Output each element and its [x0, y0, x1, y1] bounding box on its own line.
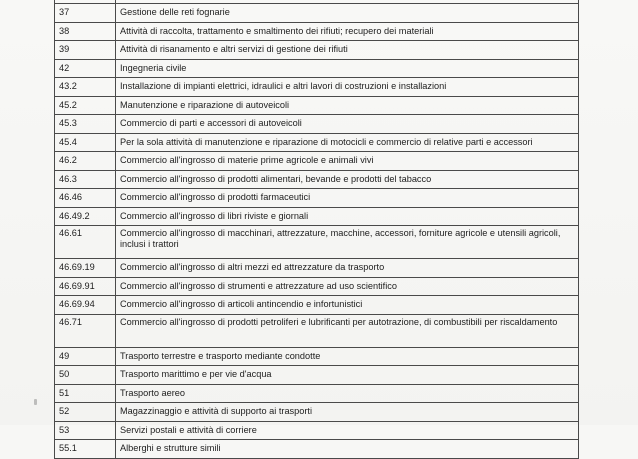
activity-code: 49: [55, 347, 116, 366]
table-row: [55, 403, 579, 422]
activity-description: Trasporto aereo: [116, 384, 579, 403]
activity-description: Attività di risanamento e altri servizi di gestione dei rifiuti: [116, 41, 579, 60]
scan-speck-mark: [34, 399, 37, 405]
table-row: [55, 384, 579, 403]
activity-code: 51: [55, 384, 116, 403]
activity-code: 50: [55, 366, 116, 385]
activity-description: Commercio all'ingrosso di libri riviste e giornali: [116, 207, 579, 226]
activity-code: 52: [55, 403, 116, 422]
activity-description: Trasporto marittimo e per vie d'acqua: [116, 366, 579, 385]
table-row: [55, 152, 579, 171]
table-row: [55, 296, 579, 315]
activity-code: 39: [55, 41, 116, 60]
activity-description: Commercio all'ingrosso di prodotti petroliferi e lubrificanti per autotrazione, di combustibili per riscaldamento: [116, 314, 579, 347]
activity-code: 45.2: [55, 96, 116, 115]
activity-description: Commercio all'ingrosso di articoli antincendio e infortunistici: [116, 296, 579, 315]
activity-code: 46.69.19: [55, 259, 116, 278]
table-row: [55, 347, 579, 366]
activity-description: Commercio all'ingrosso di strumenti e attrezzature ad uso scientifico: [116, 277, 579, 296]
activity-description: Gestione delle reti fognarie: [116, 4, 579, 23]
table-row: [55, 59, 579, 78]
table-row: [55, 207, 579, 226]
table-row: [55, 4, 579, 23]
activity-code: 53: [55, 421, 116, 440]
table-row: [55, 22, 579, 41]
activity-description: Commercio all'ingrosso di materie prime agricole e animali vivi: [116, 152, 579, 171]
activity-code: 38: [55, 22, 116, 41]
activity-code: 55.1: [55, 440, 116, 459]
activity-code: 46.69.91: [55, 277, 116, 296]
activity-description: Attività di raccolta, trattamento e smaltimento dei rifiuti; recupero dei materiali: [116, 22, 579, 41]
table-row: [55, 440, 579, 459]
table-row: [55, 314, 579, 347]
activity-description: Ingegneria civile: [116, 59, 579, 78]
activity-description: Commercio all'ingrosso di macchinari, attrezzature, macchine, accessori, forniture agricole e utensili agricoli, inclusi i trattori: [116, 226, 579, 259]
activity-code: 46.61: [55, 226, 116, 259]
activity-description: Commercio di parti e accessori di autoveicoli: [116, 115, 579, 134]
activity-code: 45.4: [55, 133, 116, 152]
activity-description: Per la sola attività di manutenzione e riparazione di motocicli e commercio di relative parti e accessori: [116, 133, 579, 152]
table-row: [55, 277, 579, 296]
activity-description: Installazione di impianti elettrici, idraulici e altri lavori di costruzioni e installazioni: [116, 78, 579, 97]
activity-description: Servizi postali e attività di corriere: [116, 421, 579, 440]
activity-description: Commercio all'ingrosso di prodotti farmaceutici: [116, 189, 579, 208]
activity-description: Trasporto terrestre e trasporto mediante condotte: [116, 347, 579, 366]
activity-code: 42: [55, 59, 116, 78]
activity-description: Manutenzione e riparazione di autoveicoli: [116, 96, 579, 115]
activity-code: 46.49.2: [55, 207, 116, 226]
activity-code: 45.3: [55, 115, 116, 134]
table-row: [55, 189, 579, 208]
activity-code: 43.2: [55, 78, 116, 97]
activity-description: Commercio all'ingrosso di altri mezzi ed attrezzature da trasporto: [116, 259, 579, 278]
activity-code: 37: [55, 4, 116, 23]
table-row: [55, 115, 579, 134]
table-row: [55, 366, 579, 385]
table-row: [55, 133, 579, 152]
table-row: [55, 96, 579, 115]
table-row: [55, 421, 579, 440]
table-row: [55, 259, 579, 278]
table-row: [55, 226, 579, 259]
activity-code: 46.2: [55, 152, 116, 171]
activity-description: Commercio all'ingrosso di prodotti alimentari, bevande e prodotti del tabacco: [116, 170, 579, 189]
table-row: [55, 41, 579, 60]
activity-description: Magazzinaggio e attività di supporto ai trasporti: [116, 403, 579, 422]
activity-code-table: [54, 0, 579, 459]
activity-code: 46.69.94: [55, 296, 116, 315]
activity-code: 46.46: [55, 189, 116, 208]
table-row: [55, 78, 579, 97]
activity-code: 46.3: [55, 170, 116, 189]
activity-description: Alberghi e strutture simili: [116, 440, 579, 459]
activity-code: 46.71: [55, 314, 116, 347]
table-row: [55, 170, 579, 189]
